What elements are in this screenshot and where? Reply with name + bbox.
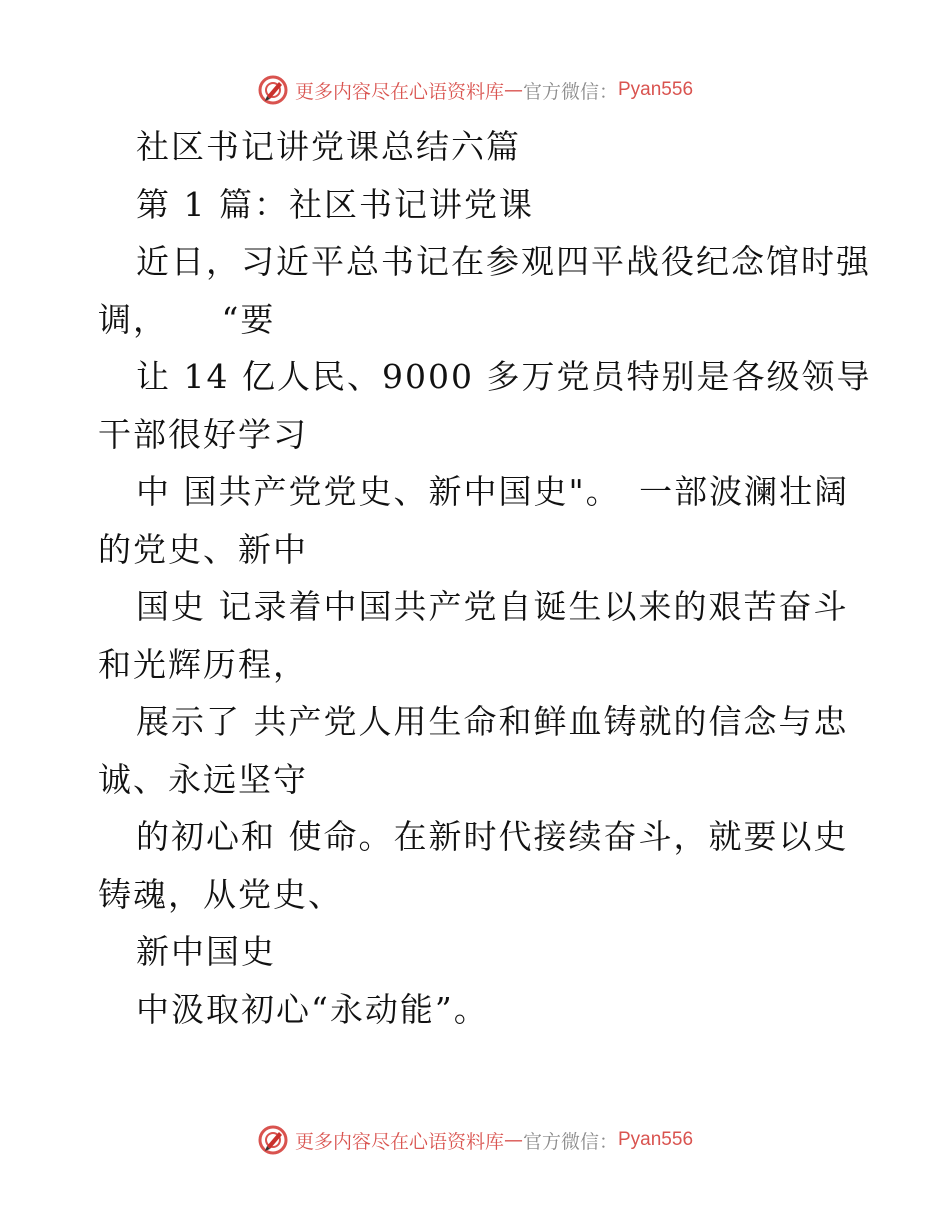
banner-dash: — [503,1129,523,1151]
doc-line: 的党史、新中 [98,529,308,569]
doc-line: 让 14 亿人民、9000 多万党员特别是各级领导 [136,357,872,396]
banner-wechat-label: 官方微信： [522,80,618,103]
document-body [98,118,872,1038]
doc-line: 近日，习近平总书记在参观四平战役纪念馆时强 [136,242,871,281]
banner-dash: — [503,79,523,101]
doc-line: 调， “要 [98,299,276,339]
doc-line: 第 1 篇：社区书记讲党课 [136,184,534,224]
pen-nib-logo-icon [257,74,289,106]
banner-slogan: 更多内容尽在心语资料库 [294,1130,504,1153]
footer-banner [0,1120,950,1160]
doc-line: 中 国共产党党史、新中国史"。 一部波澜壮阔 [136,472,850,511]
doc-line: 新中国史 [136,932,276,971]
doc-line: 干部很好学习 [98,414,308,454]
doc-line: 社区书记讲党课总结六篇 [136,127,521,166]
doc-line: 和光辉历程， [98,644,308,684]
banner-slogan: 更多内容尽在心语资料库 [294,80,504,103]
doc-line: 铸魂，从党史、 [98,874,343,914]
doc-line: 展示了 共产党人用生命和鲜血铸就的信念与忠 [136,702,849,741]
doc-line: 的初心和 使命。在新时代接续奋斗，就要以史 [136,817,849,856]
doc-line: 中汲取初心“永动能”。 [136,989,489,1029]
doc-line: 国史 记录着中国共产党自诞生以来的艰苦奋斗 [136,587,849,626]
banner-wechat-id: Pyan556 [618,79,694,100]
doc-line: 诚、永远坚守 [98,759,308,799]
banner-wechat-id: Pyan556 [618,1129,694,1150]
header-banner [0,70,950,110]
banner-wechat-label: 官方微信： [522,1130,618,1153]
pen-nib-logo-icon [257,1124,289,1156]
